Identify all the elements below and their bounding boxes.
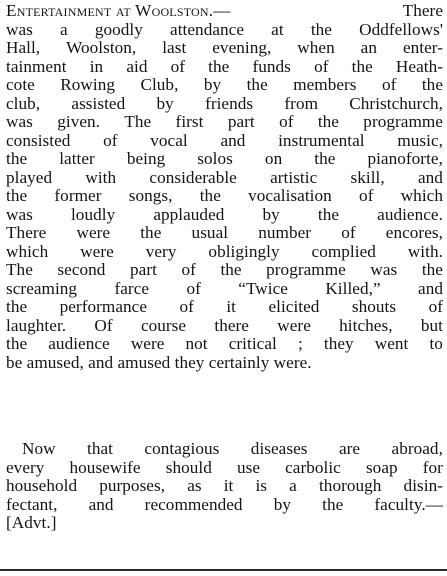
line-text: [Advt.]: [6, 513, 57, 532]
text-line: fectant, and recommended by the faculty.—: [6, 494, 443, 514]
text-line: the audience were not critical ; they went to: [6, 334, 443, 353]
text-line: screaming farce of “Twice Killed,” and: [6, 278, 443, 298]
text-line: every housewife should use carbolic soap for: [6, 457, 443, 477]
advertisement-carbolic-soap: [6, 440, 443, 533]
text-line: Entertainment at Woolston.— There: [6, 1, 443, 20]
text-line: The second part of the programme was the: [6, 260, 443, 279]
text-line: laughter. Of course there were hitches, but: [6, 315, 443, 335]
text-line: household purposes, as it is a thorough disin-: [6, 476, 443, 495]
text-line: Hall, Woolston, last evening, when an enter-: [6, 38, 443, 57]
text-line: the former songs, the vocalisation of which: [6, 186, 443, 205]
text-line: club, assisted by friends from Christchurch,: [6, 93, 443, 113]
text-line: was given. The first part of the programme: [6, 112, 443, 131]
text-line: which were very obligingly complied with.: [6, 241, 443, 261]
column-rule: [0, 569, 447, 571]
text-line: was a goodly attendance at the Oddfellows': [6, 19, 443, 39]
headline: Entertainment at Woolston.—: [6, 1, 231, 20]
text-line: the performance of it elicited shouts of: [6, 297, 443, 316]
text-line: tainment in aid of the funds of the Heath-: [6, 56, 443, 76]
line-text: be amused, and amused they certainly were.: [6, 352, 312, 372]
text-line: cote Rowing Club, by the members of the: [6, 75, 443, 94]
text-line: consisted of vocal and instrumental music,: [6, 130, 443, 150]
text-line: Now that contagious diseases are abroad,: [22, 439, 443, 458]
text-line: played with considerable artistic skill, and: [6, 167, 443, 187]
text-line: [6, 514, 443, 533]
text-line: There were the usual number of encores,: [6, 223, 443, 242]
text-line: the latter being solos on the pianoforte,: [6, 149, 443, 168]
text-line: was loudly applauded by the audience.: [6, 204, 443, 224]
article-entertainment-at-woolston: [6, 2, 443, 372]
text-line: [6, 354, 443, 373]
